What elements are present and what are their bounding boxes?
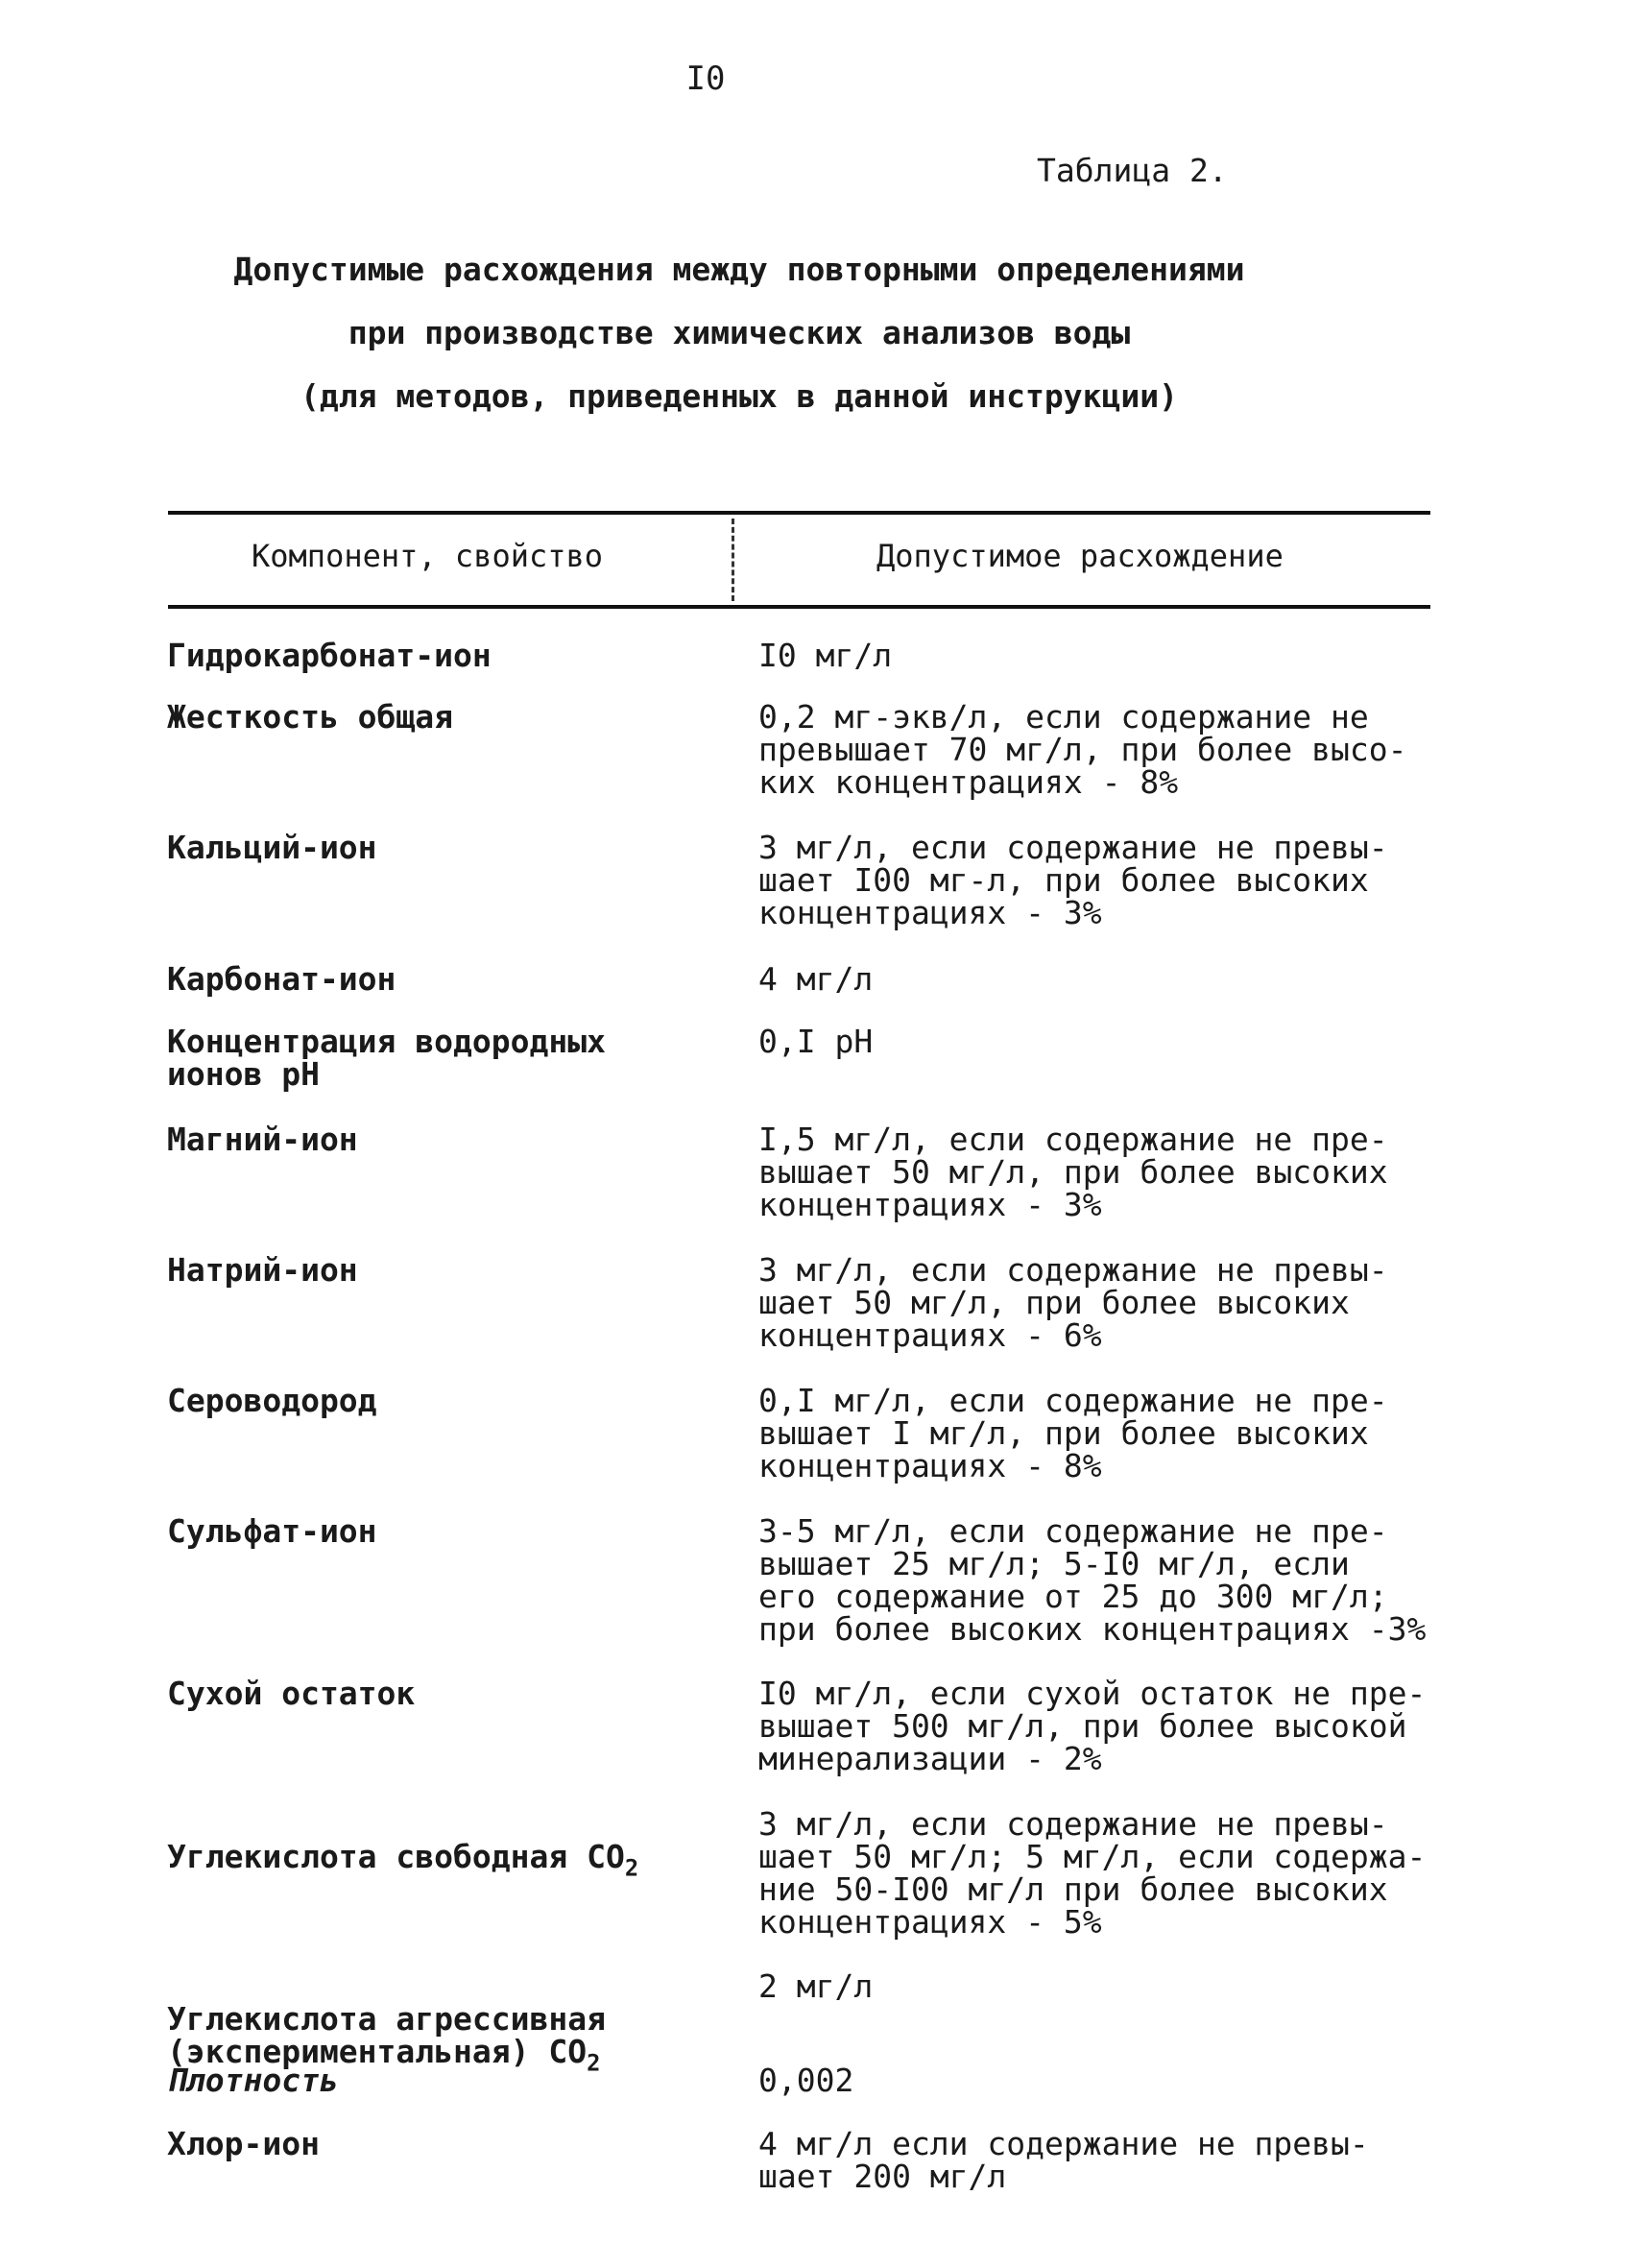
row-value: 0,002 — [758, 2062, 854, 2099]
row-name: Сероводород — [167, 1382, 377, 1419]
row-value: 3 мг/л, если содержание не превы- шает 50 мг/л, при более высоких концентрациях - 6% — [758, 1251, 1388, 1354]
row-value: 4 мг/л если содержание не превы- шает 200 мг/л — [758, 2125, 1369, 2195]
row-value: 0,2 мг-экв/л, если содержание не превышает 70 мг/л, при более высо- ких концентрациях - 8% — [758, 698, 1407, 801]
row-name: Натрий-ион — [167, 1251, 358, 1289]
row-name: Кальций-ион — [167, 829, 377, 866]
row-value: I0 мг/л, если сухой остаток не пре- вышает 500 мг/л, при более высокой минерализации - 2% — [758, 1675, 1427, 1777]
row-value: 3 мг/л, если содержание не превы- шает 50 мг/л; 5 мг/л, если содержа- ние 50-I00 мг/л при более высоких концентрациях - 5% — [758, 1805, 1427, 1941]
table-label: Таблица 2. — [1037, 152, 1228, 189]
row-name: Жесткость общая — [167, 698, 454, 736]
row-name: Карбонат-ион — [167, 960, 396, 998]
row-name-text: Углекислота агрессивная (экспериментальная) CO — [167, 2000, 606, 2070]
row-name: Сульфат-ион — [167, 1512, 377, 1550]
row-name-subscript: 2 — [587, 2049, 601, 2077]
title-line-3: (для методов, приведенных в данной инструкции) — [300, 377, 1178, 415]
row-name-subscript: 2 — [624, 1854, 639, 1882]
row-value: 3-5 мг/л, если содержание не пре- вышает 25 мг/л; 5-I0 мг/л, если его содержание от 25 до 300 мг/л; при более высоких концентрациях -3% — [758, 1512, 1427, 1648]
row-name: Сухой остаток — [167, 1675, 416, 1712]
row-value: 0,I pH — [758, 1023, 874, 1060]
row-value: 4 мг/л — [758, 960, 874, 998]
header-discrepancy: Допустимое расхождение — [876, 538, 1284, 574]
row-value: I0 мг/л — [758, 637, 893, 674]
page-number: I0 — [685, 60, 726, 98]
row-name — [167, 1808, 685, 1882]
title-line-1: Допустимые расхождения между повторными определениями — [233, 251, 1245, 288]
row-name: Магний-ион — [167, 1121, 358, 1158]
row-name: Гидрокарбонат-ион — [167, 637, 492, 674]
row-value: 0,I мг/л, если содержание не пре- вышает I мг/л, при более высоких концентрациях - 8% — [758, 1382, 1388, 1484]
title-line-2: при производстве химических анализов воды — [348, 314, 1131, 351]
row-name: Хлор-ион — [167, 2125, 320, 2162]
row-name — [167, 1970, 685, 2077]
row-name: Плотность — [167, 2062, 339, 2099]
row-name: Концентрация водородных ионов pH — [167, 1023, 606, 1093]
row-value: 3 мг/л, если содержание не превы- шает I00 мг-л, при более высоких концентрациях - 3% — [758, 829, 1388, 931]
row-name-text: Углекислота свободная CO — [167, 1838, 625, 1875]
row-value: I,5 мг/л, если содержание не пре- вышает 50 мг/л, при более высоких концентрациях - 3% — [758, 1121, 1388, 1223]
row-value: 2 мг/л — [758, 1967, 874, 2005]
header-component: Компонент, свойство — [252, 538, 604, 574]
